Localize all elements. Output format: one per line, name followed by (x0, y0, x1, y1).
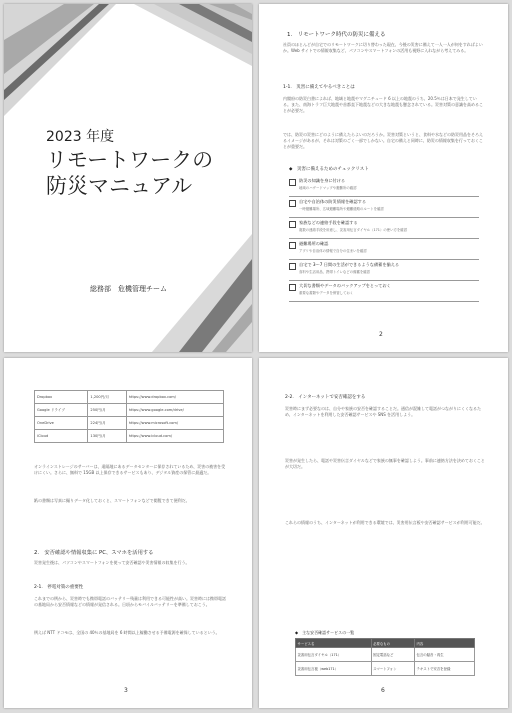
url-link[interactable]: https://www.google.com/drive/ (126, 404, 223, 417)
paragraph: 災害が発生したら、電話や災害伝言ダイヤルなどで家族の無事を確認しよう。事前に連絡方法を決めておくことが大切だ。 (285, 458, 485, 469)
paragraph: 例えば NTT ドコモは、全国の 40％の基地局を 6 時間以上稼働させる予備電源を確保しているという。 (34, 630, 220, 635)
page-4 (259, 358, 508, 708)
checklist-item: 防災の知識を身に付ける 地域のハザードマップや避難所の確認 (289, 176, 479, 197)
url-link[interactable]: https://www.dropbox.com/ (126, 391, 223, 404)
storage-table (34, 390, 224, 443)
checklist-item: 大切な書類やデータのバックアップをとっておく 重要な書類やデータを保管しておく (289, 281, 479, 302)
checkbox-icon[interactable] (289, 242, 296, 249)
intro-paragraph: 災害発生後は、パソコンやスマートフォンを使って安否確認や災害情報の収集を行う。 (34, 560, 190, 565)
section-heading: 1. リモートワーク時代の防災に備える (287, 32, 386, 38)
safety-service-table (295, 638, 475, 676)
table-row: 災害用伝言ダイヤル（171） 固定電話など 伝言の録音・再生 (296, 648, 475, 662)
table-row: OneDrive 224円/月 https://www.microsoft.com/ (35, 417, 224, 430)
table-title: ◆ 主な安否確認サービスの一覧 (295, 630, 355, 635)
cover-year: 2023 年度 (46, 129, 115, 145)
cover-title-line1: リモートワークの (46, 148, 214, 172)
paragraph: 災害時にまず必要なのは、自分や家族の安否を確認することだ。通信が混雑して電話がつながりにくくなるため、インターネットを利用した安否確認サービスや SNS を活用しよう。 (285, 406, 481, 417)
page-number: 3 (124, 687, 128, 694)
table-row: iCloud 130円/月 https://www.icloud.com/ (35, 430, 224, 443)
page-number: 2 (379, 331, 383, 338)
page-2 (259, 4, 508, 352)
paragraph: 紙の書類は写真に撮りデータ化しておくと、スマートフォンなどで閲覧できて便利だ。 (34, 498, 190, 503)
subsection-heading: 2-1. 停電対策の重要性 (34, 585, 84, 590)
paragraph: 内閣府の防災白書によれば、地域と地震やマグニチュード 6 以上の地震のうち、20.5％は日本で発生している。また、南海トラフ巨大地震や首都直下地震などの大きな地震も懸念されている。災害対策の意識を高めることが必要だ。 (283, 96, 483, 113)
checklist-item: 自宅や自治体の防災情報を確認する 一時避難場所、広域避難場所や避難経路のルートを確認 (289, 197, 479, 218)
checklist-title: ◆ 災害に備えるためのチェックリスト (289, 167, 369, 172)
checkbox-icon[interactable] (289, 284, 296, 291)
checkbox-icon[interactable] (289, 200, 296, 207)
subsection-heading: 2-2. インターネットで安否確認をする (285, 395, 366, 400)
page-number: 6 (381, 687, 385, 694)
table-row: 災害用伝言板（web171） スマートフォン テキストで安否を登録 (296, 662, 475, 676)
cover-title-line2: 防災マニュアル (46, 174, 193, 198)
page-3 (4, 358, 252, 708)
subsection-heading: 1-1. 災害に備えてやるべきことは (283, 85, 355, 90)
checklist (289, 176, 479, 302)
checkbox-icon[interactable] (289, 221, 296, 228)
table-row: Google ドライブ 250円/月 https://www.google.com/drive/ (35, 404, 224, 417)
url-link[interactable]: https://www.microsoft.com/ (126, 417, 223, 430)
table-header-row: サービス名 必要なもの 内容 (296, 639, 475, 648)
cover-department: 総務部 危機管理チーム (90, 285, 167, 293)
section-heading: 2. 安否確認や情報収集に PC、スマホを活用する (34, 550, 154, 556)
paragraph: オンラインストレージのサーバーは、遠隔地にあるデータセンターに保存されているため、災害の被害を受けにくい。さらに、無料で 15GB 以上保存できるサービスもあり、デジタル資産の保管に最適だ。 (34, 464, 226, 475)
paragraph: では、防災の災害にどのように備えたらよいのだろうか。災害対策というと、食料や水などの防災用品をそろえるイメージがあるが、それは対策のごく一部でしかない。自宅の備えと同時に、防災の情報収集を行っておくことが重要だ。 (283, 132, 483, 149)
checklist-item: 避難場所の確認 アプリや自治体の情報で自分の住まいを確認 (289, 239, 479, 260)
paragraph: これらの情報のうち、インターネットが利用できる環境では、災害用伝言板や安否確認サービスが利用可能だ。 (285, 520, 485, 525)
paragraph: これまでの例から、災害時でも携帯電話のバッテリー残量は利用できる可能性が高い。災害時には携帯電話の基地局から安否情報などの情報が発信される。日頃からモバイルバッテリーを準備しておこう。 (34, 596, 226, 607)
table-row: Dropbox 1,200円/月 https://www.dropbox.com/ (35, 391, 224, 404)
checkbox-icon[interactable] (289, 263, 296, 270)
checkbox-icon[interactable] (289, 179, 296, 186)
cover-page (4, 4, 252, 352)
url-link[interactable]: https://www.icloud.com/ (126, 430, 223, 443)
checklist-item: 自宅で 3〜7 日間の生活ができるような備蓄を揃える 食料や生活用品、携帯トイレなどの備蓄を確認 (289, 260, 479, 281)
intro-paragraph: 社員のほとんどが自宅でのリモートワークに切り替わった現在、今後の災害に備えて一人一人が何をすればよいか。Web サイトでの情報収集など、パソコンやスマートフォンの活用も視野に入れながら考えてみる。 (283, 42, 483, 53)
checklist-item: 家族などの連絡手段を確認する 複数の連絡手段を用意し、災害用伝言ダイヤル（171）の使い方を確認 (289, 218, 479, 239)
